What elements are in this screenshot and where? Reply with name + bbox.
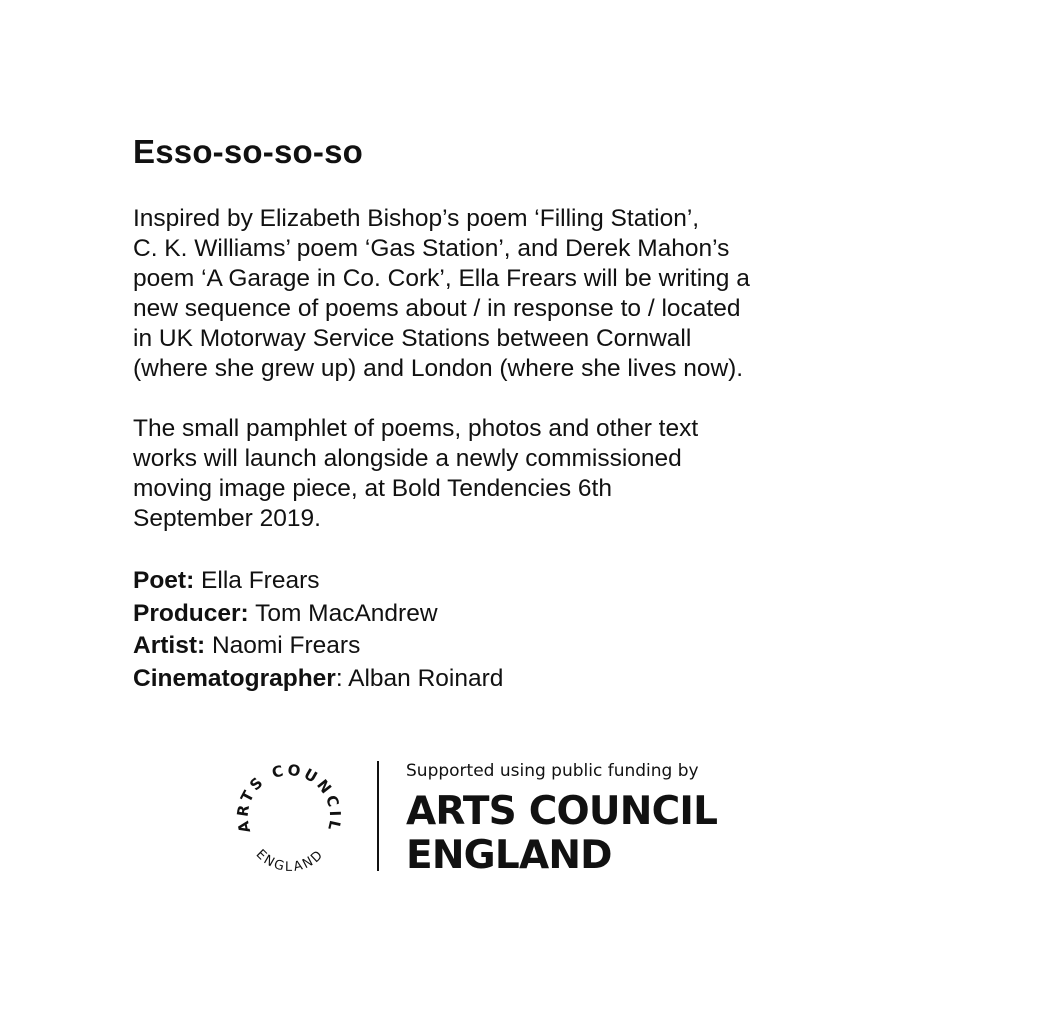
supported-by-text: Supported using public funding by <box>406 761 699 781</box>
logo-divider <box>377 761 379 871</box>
funder-name-line-1: ARTS COUNCIL <box>406 789 718 834</box>
funder-name-line-2: ENGLAND <box>406 833 612 878</box>
credit-poet <box>133 565 503 598</box>
credit-role: Producer: <box>133 599 249 627</box>
credit-name: Tom MacAndrew <box>248 599 438 627</box>
svg-text:ENGLAND <box>253 847 327 875</box>
svg-text:ARTS COUNCIL <box>234 761 345 835</box>
credit-name: : Alban Roinard <box>335 664 504 692</box>
credits-list <box>133 565 503 695</box>
credit-producer <box>133 598 503 631</box>
arts-council-roundel-icon <box>225 752 355 882</box>
credit-role: Cinematographer <box>133 664 336 692</box>
credit-role: Poet: <box>133 567 195 594</box>
roundel-bottom-text: ENGLAND <box>252 846 328 875</box>
launch-paragraph: The small pamphlet of poems, photos and other text works will launch alongside a newly commissioned moving image piece, at Bold Tendencies 6th September 2019. <box>133 415 699 532</box>
roundel-top-text: ARTS COUNCIL <box>233 760 345 835</box>
arts-council-logo <box>225 752 725 882</box>
credit-name: Ella Frears <box>194 567 320 594</box>
credit-artist <box>133 630 503 663</box>
description-paragraph: Inspired by Elizabeth Bishop’s poem ‘Filling Station’, C. K. Williams’ poem ‘Gas Station’, and Derek Mahon’s poem ‘A Garage in Co. Cork’, Ella Frears will be writing a new sequence of poems about / in response to / located in UK Motorway Service Stations between Cornwall (where she grew up) and London (where she lives now). <box>133 205 750 382</box>
credit-name: Naomi Frears <box>205 632 361 659</box>
page-title: Esso-so-so-so <box>133 133 363 170</box>
credit-cinematographer <box>133 663 503 696</box>
credit-role: Artist: <box>133 632 206 659</box>
